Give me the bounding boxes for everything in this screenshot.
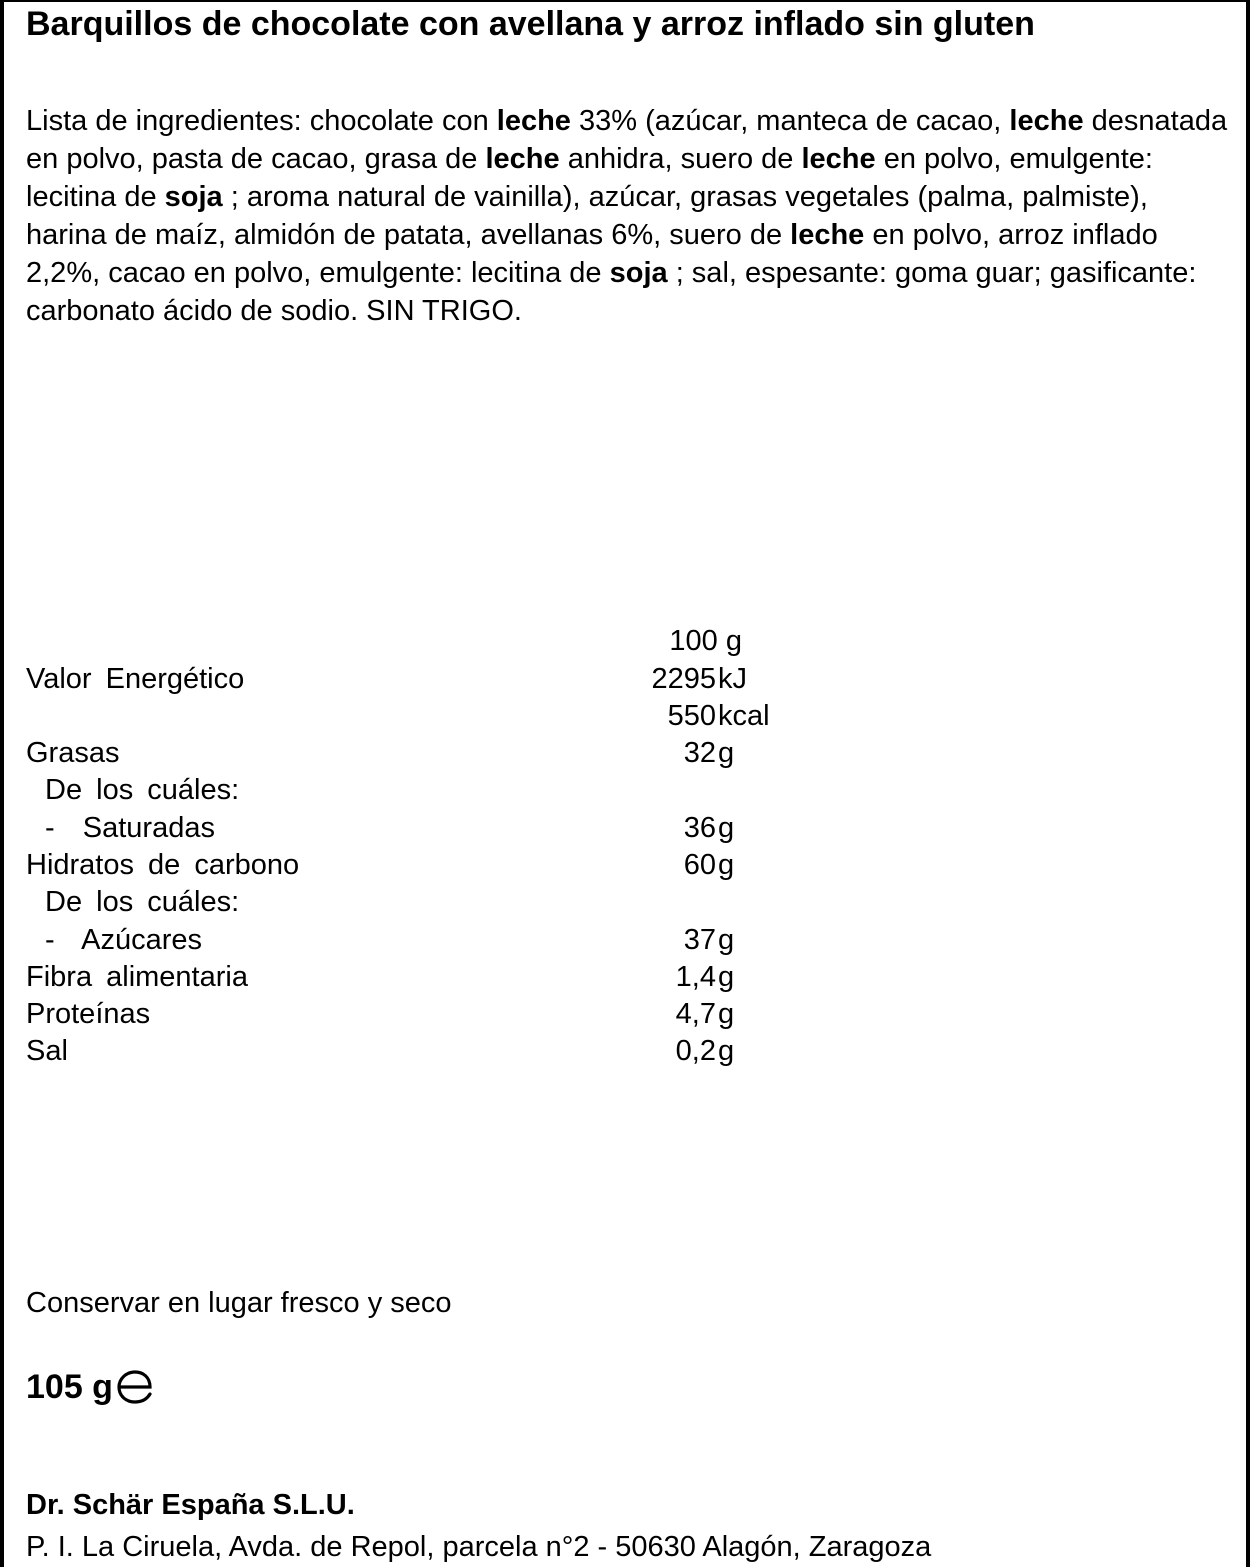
nutrition-row-label: - Azúcares [45, 924, 203, 956]
nutrition-row-value: 37 [683, 924, 716, 956]
nutrition-row-label: Hidratos de carbono [26, 849, 300, 881]
manufacturer-address: P. I. La Ciruela, Avda. de Repol, parcela n°2 - 50630 Alagón, Zaragoza [26, 1531, 932, 1563]
product-title: Barquillos de chocolate con avellana y arroz inflado sin gluten [26, 5, 1035, 43]
nutrition-row-unit: g [718, 812, 735, 844]
nutrition-row-unit: kcal [718, 700, 770, 732]
net-weight [26, 1368, 155, 1406]
nutrition-row-label: De los cuáles: [45, 774, 240, 806]
nutrition-column-header: 100 g [669, 625, 742, 657]
allergen-highlight: leche [801, 143, 876, 175]
ingredients-segment: anhidra, suero de [559, 143, 802, 175]
nutrition-row-label: - Saturadas [45, 812, 215, 844]
nutrition-row-label: Proteínas [26, 998, 151, 1030]
nutrition-row-label: Valor Energético [26, 663, 245, 695]
ingredients-segment: ; aroma natural de vainilla), azúcar, grasas vegetales (palma, palmiste), harina de maíz, almidón de patata, avellanas 6%, suero de [26, 181, 1148, 251]
estimated-sign-icon [115, 1369, 155, 1405]
nutrition-row-label: Fibra alimentaria [26, 961, 248, 993]
allergen-highlight: leche [790, 219, 865, 251]
ingredients-segment: en polvo, arroz inflado 2,2%, cacao en polvo, emulgente: lecitina de [26, 219, 1158, 289]
ingredients-list [26, 102, 1231, 330]
nutrition-row-label: Grasas [26, 737, 120, 769]
nutrition-row-value: 4,7 [675, 998, 716, 1030]
nutrition-row-value: 550 [667, 700, 716, 732]
nutrition-row-unit: g [718, 961, 735, 993]
storage-instructions: Conservar en lugar fresco y seco [26, 1287, 452, 1319]
nutrition-row-value: 1,4 [675, 961, 716, 993]
nutrition-row-value: 2295 [651, 663, 716, 695]
nutrition-row-value: 36 [683, 812, 716, 844]
ingredients-segment: en polvo, emulgente: lecitina de [26, 143, 1153, 213]
nutrition-row-unit: g [718, 849, 735, 881]
nutrition-row-unit: kJ [718, 663, 747, 695]
ingredients-segment: desnatada en polvo, pasta de cacao, grasa de [26, 105, 1228, 175]
ingredients-segment: 33% (azúcar, manteca de cacao, [570, 105, 1010, 137]
nutrition-row-value: 0,2 [675, 1035, 716, 1067]
allergen-highlight: leche [1009, 105, 1084, 137]
nutrition-row-unit: g [718, 924, 735, 956]
allergen-highlight: soja [609, 257, 668, 289]
ingredients-segment: ; sal, espesante: goma guar; gasificante: carbonato ácido de sodio. SIN TRIGO. [26, 257, 1197, 327]
allergen-highlight: soja [164, 181, 223, 213]
manufacturer-name: Dr. Schär España S.L.U. [26, 1489, 355, 1521]
nutrition-row-label: Sal [26, 1035, 68, 1067]
nutrition-row-value: 32 [683, 737, 716, 769]
nutrition-row-label: De los cuáles: [45, 886, 240, 918]
net-weight-value: 105 g [26, 1368, 113, 1406]
nutrition-row-value: 60 [683, 849, 716, 881]
allergen-highlight: leche [485, 143, 560, 175]
nutrition-row-unit: g [718, 737, 735, 769]
ingredients-segment: Lista de ingredientes: chocolate con [26, 105, 497, 137]
nutrition-row-unit: g [718, 998, 735, 1030]
allergen-highlight: leche [496, 105, 571, 137]
nutrition-row-unit: g [718, 1035, 735, 1067]
